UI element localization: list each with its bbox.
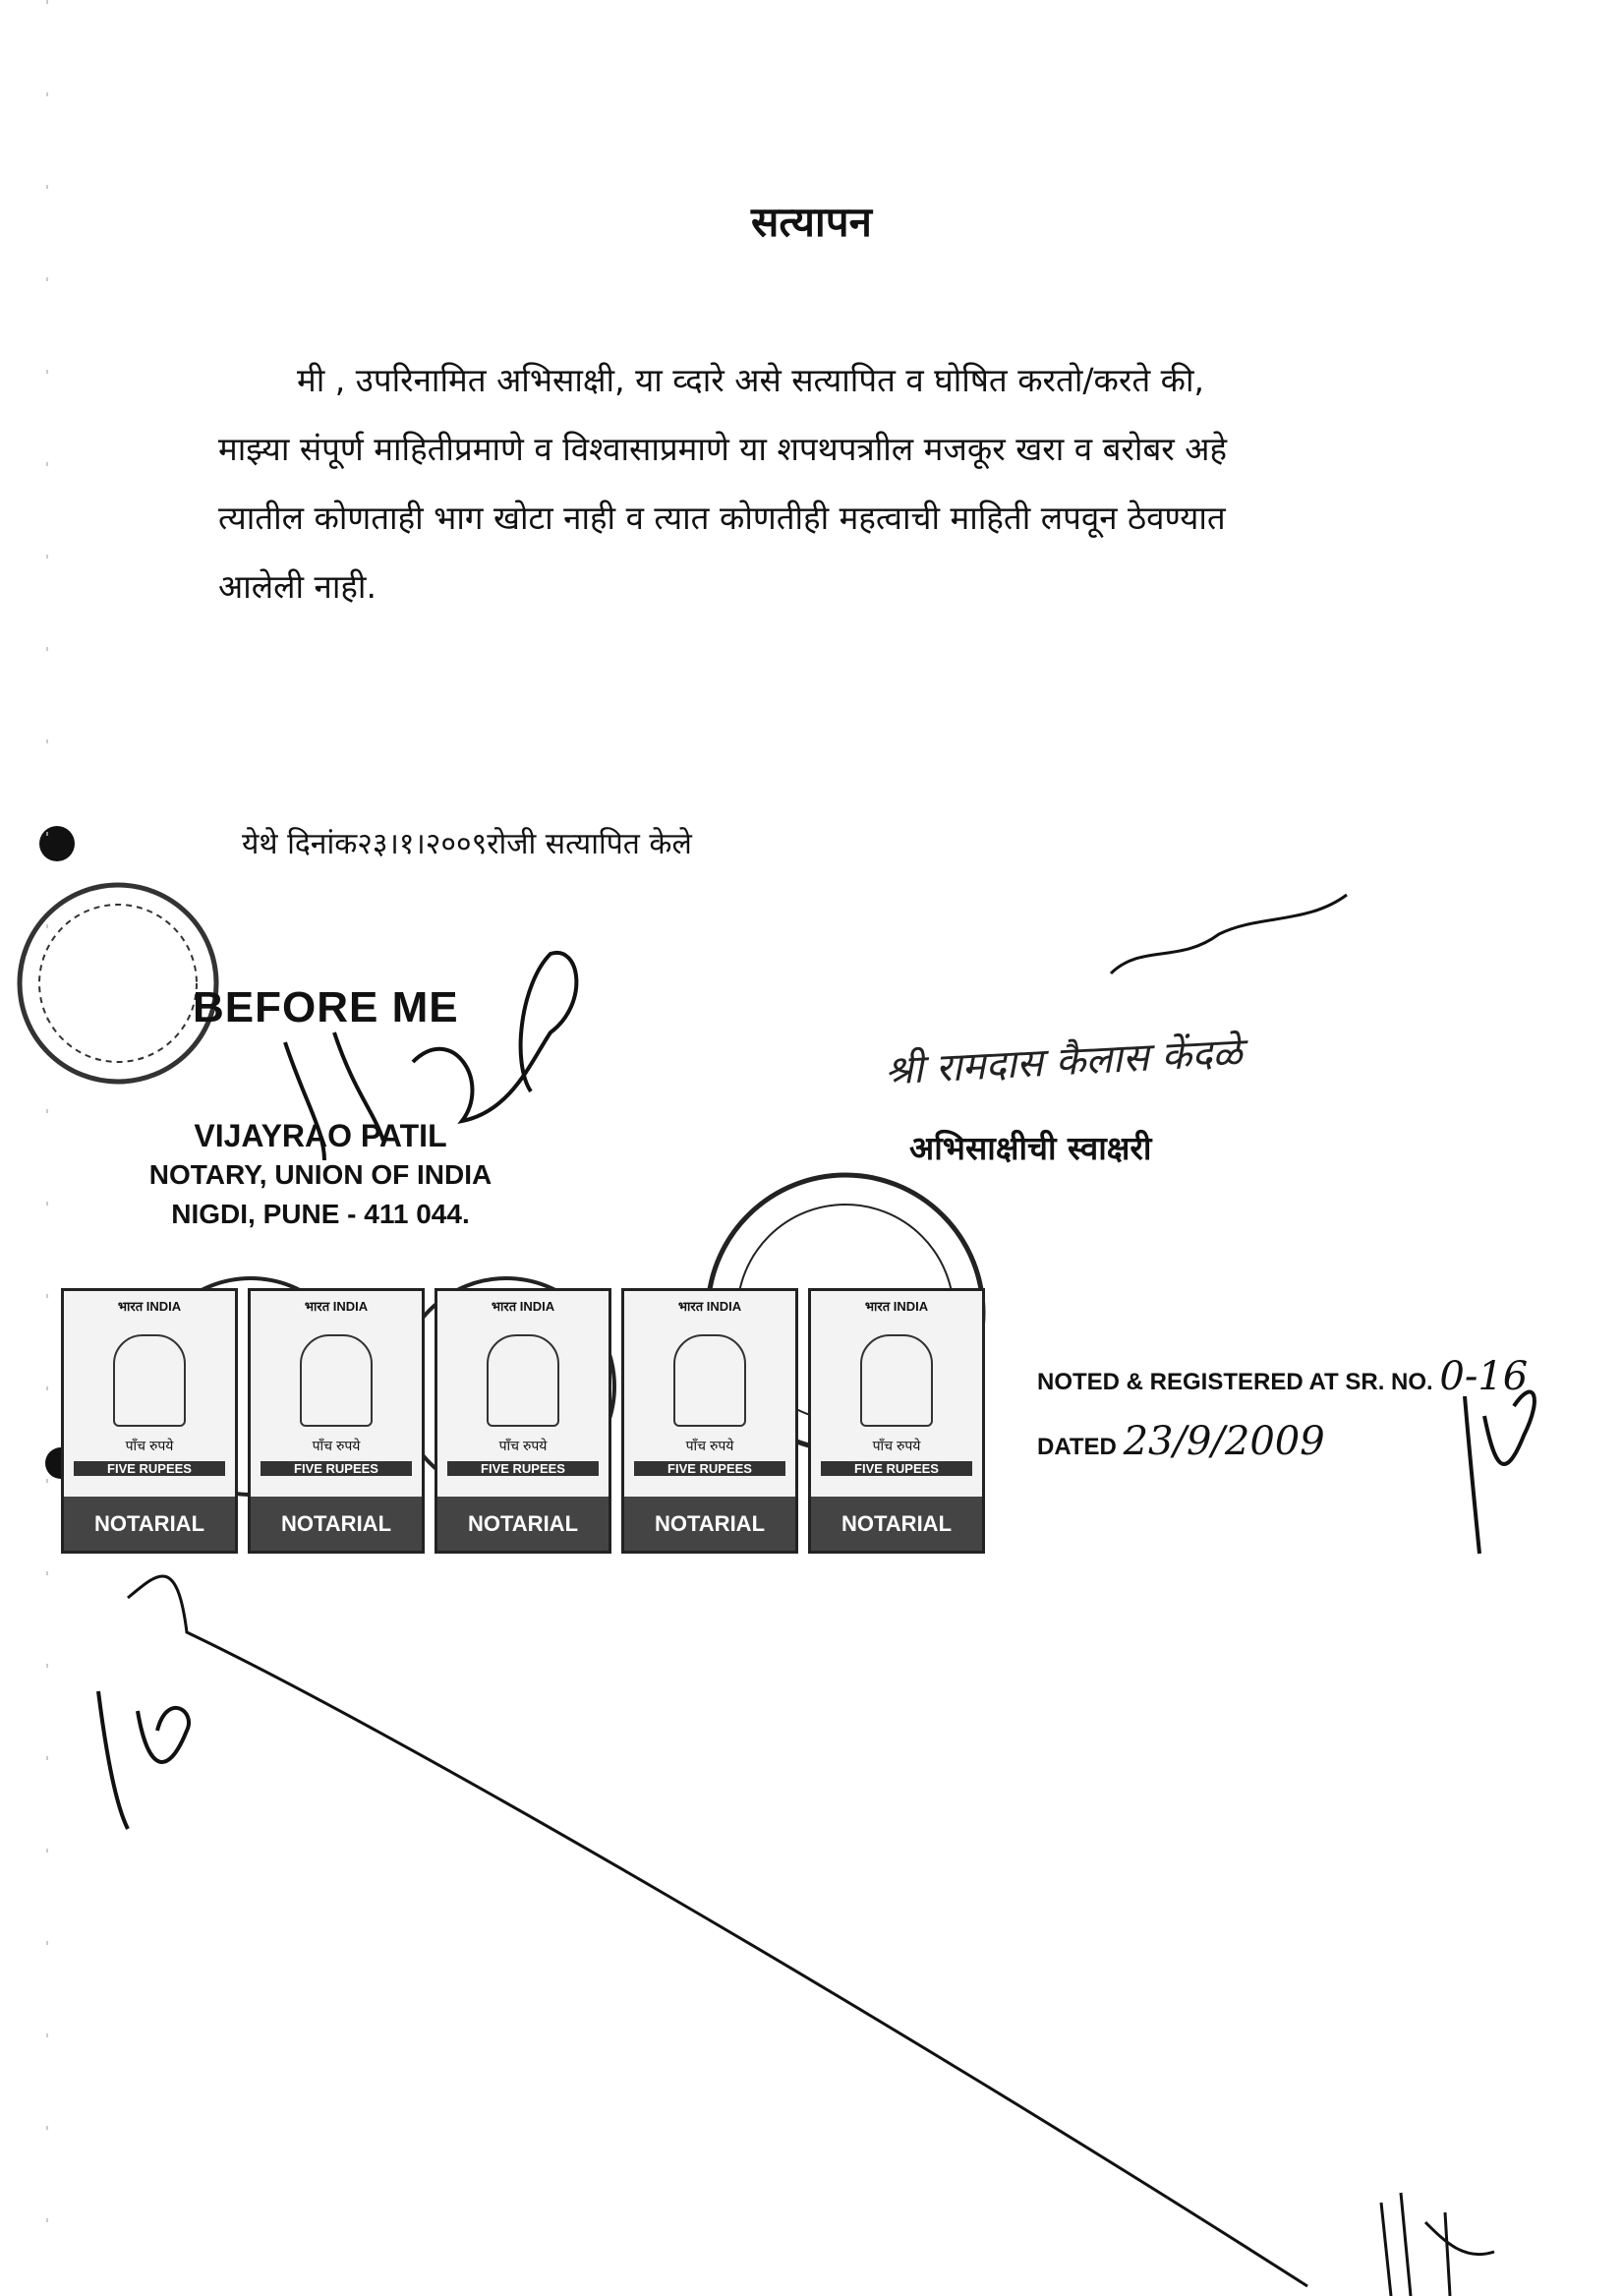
punch-hole bbox=[39, 826, 75, 861]
bottom-initial-icon bbox=[1381, 2193, 1494, 2296]
notarial-stamp bbox=[248, 1288, 425, 1554]
stamp-value: FIVE RUPEES bbox=[261, 1461, 412, 1476]
stamp-hindi-value: पाँच रुपये bbox=[125, 1438, 174, 1453]
before-me-stamp: BEFORE ME bbox=[193, 983, 459, 1031]
verification-date-line: येथे दिनांक२३।१।२००९रोजी सत्यापित केले bbox=[242, 827, 692, 861]
paragraph-line: माझ्या संपूर्ण माहितीप्रमाणे व विश्वासाप्रमाणे या शपथपत्राील मजकूर खरा व बरोबर अहे bbox=[218, 430, 1228, 468]
deponent-signature: श्री रामदास कैलास केंदळे bbox=[884, 1030, 1244, 1094]
stamp-label: NOTARIAL bbox=[64, 1497, 235, 1551]
paragraph-line: त्यातील कोणताही भाग खोटा नाही व त्यात कोणतीही महत्वाची माहिती लपवून ठेवण्यात bbox=[218, 499, 1226, 537]
notary-address-stamp bbox=[124, 1116, 517, 1234]
stamp-top-text: भारत INDIA bbox=[117, 1299, 182, 1314]
emblem-icon bbox=[673, 1334, 746, 1427]
margin-initial-icon bbox=[98, 1691, 189, 1829]
registry-sr-no: 0-16 bbox=[1439, 1354, 1529, 1399]
notary-address: NIGDI, PUNE - 411 044. bbox=[171, 1199, 470, 1229]
stamp-top-text: भारत INDIA bbox=[677, 1299, 742, 1314]
stamp-top-text: भारत INDIA bbox=[491, 1299, 555, 1314]
notarial-stamps bbox=[61, 1288, 965, 1554]
stamp-top-text: भारत INDIA bbox=[304, 1299, 369, 1314]
deponent-signature-label: अभिसाक्षीची स्वाक्षरी bbox=[909, 1129, 1152, 1167]
stamp-top-text: भारत INDIA bbox=[864, 1299, 929, 1314]
stamp-value: FIVE RUPEES bbox=[74, 1461, 225, 1476]
stamp-label: NOTARIAL bbox=[437, 1497, 609, 1551]
stamp-hindi-value: पाँच रुपये bbox=[498, 1438, 548, 1453]
notary-title: NOTARY, UNION OF INDIA bbox=[148, 1159, 493, 1190]
emblem-icon bbox=[860, 1334, 933, 1427]
stamp-label: NOTARIAL bbox=[251, 1497, 422, 1551]
deponent-initials-icon bbox=[1111, 895, 1347, 973]
registry-block bbox=[1037, 1347, 1528, 1477]
paragraph-line: आलेली नाही. bbox=[218, 567, 377, 606]
stamp-hindi-value: पाँच रुपये bbox=[872, 1438, 921, 1453]
stamp-label: NOTARIAL bbox=[624, 1497, 795, 1551]
stamp-label: NOTARIAL bbox=[811, 1497, 982, 1551]
registry-date-value: 23/9/2009 bbox=[1123, 1419, 1325, 1464]
paragraph-line: मी , उपरिनामित अभिसाक्षी, या व्दारे असे सत्यापित व घोषित करतो/करते की, bbox=[297, 361, 1205, 399]
notary-name: VIJAYRAO PATIL bbox=[194, 1118, 447, 1153]
emblem-icon bbox=[113, 1334, 186, 1427]
notarial-stamp bbox=[621, 1288, 798, 1554]
stamp-hindi-value: पाँच रुपये bbox=[685, 1438, 734, 1453]
stamp-value: FIVE RUPEES bbox=[821, 1461, 972, 1476]
stamp-hindi-value: पाँच रुपये bbox=[312, 1438, 361, 1453]
stamp-value: FIVE RUPEES bbox=[447, 1461, 599, 1476]
cancel-stroke-icon bbox=[128, 1576, 1307, 2286]
emblem-icon bbox=[300, 1334, 373, 1427]
notary-seal-icon bbox=[20, 885, 216, 1082]
stamp-value: FIVE RUPEES bbox=[634, 1461, 785, 1476]
registry-noted-label: NOTED & REGISTERED AT SR. NO. bbox=[1037, 1369, 1433, 1395]
notarial-stamp bbox=[61, 1288, 238, 1554]
notarial-stamp bbox=[435, 1288, 611, 1554]
notarial-stamp bbox=[808, 1288, 985, 1554]
emblem-icon bbox=[487, 1334, 559, 1427]
registry-dated-label: DATED bbox=[1037, 1434, 1117, 1460]
page-title: सत्यापन bbox=[751, 198, 872, 246]
